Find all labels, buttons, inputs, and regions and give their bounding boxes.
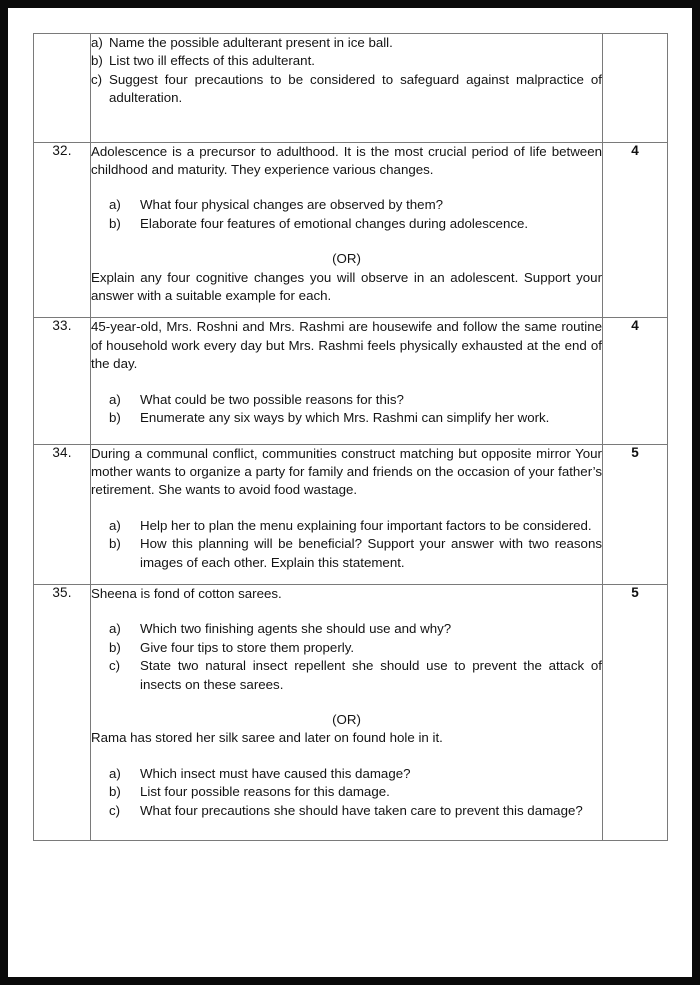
question-table	[33, 33, 668, 841]
list-marker: b)	[91, 53, 103, 69]
spacer	[91, 694, 602, 711]
question-number-cell: 34.	[34, 444, 91, 584]
list-text: Which insect must have caused this damage?	[140, 765, 411, 781]
table-row	[34, 444, 668, 584]
list-marker: a)	[109, 517, 121, 533]
list-marker: c)	[91, 71, 103, 87]
question-paragraph: Sheena is fond of cotton sarees.	[91, 585, 282, 601]
list-text: Help her to plan the menu explaining four important factors to be considered.	[140, 517, 592, 533]
or-separator: (OR)	[332, 251, 361, 267]
list-item	[91, 52, 602, 70]
list-text: Which two finishing agents she should use and why?	[140, 621, 452, 637]
list-marker: a)	[109, 621, 121, 637]
or-separator: (OR)	[332, 711, 361, 727]
list-marker: a)	[91, 35, 103, 50]
list-text: State two natural insect repellent she should use to prevent the attack of insects on these sarees.	[140, 658, 602, 692]
sub-question-list	[91, 34, 602, 108]
spacer	[91, 748, 602, 765]
list-text: Elaborate four features of emotional changes during adolescence.	[140, 215, 529, 231]
list-item	[109, 391, 602, 409]
question-paragraph-alternate: Rama has stored her silk saree and later on found hole in it.	[91, 730, 443, 746]
question-number-cell: 35.	[34, 584, 91, 840]
list-marker: a)	[109, 391, 121, 407]
table-row	[34, 318, 668, 444]
question-body-cell	[91, 142, 603, 318]
question-number-cell: 33.	[34, 318, 91, 444]
list-text: List two ill effects of this adulterant.	[109, 53, 315, 69]
list-marker: a)	[109, 765, 121, 781]
question-paragraph: Adolescence is a precursor to adulthood. It is the most crucial period of life between childhood and maturity. They experience various changes.	[91, 143, 602, 178]
list-item	[109, 765, 602, 783]
marks-cell: 5	[603, 584, 668, 840]
list-text: Give four tips to store them properly.	[140, 639, 355, 655]
sub-question-list-alternate	[91, 765, 602, 820]
question-body-cell	[91, 584, 603, 840]
list-marker: a)	[109, 197, 121, 213]
list-text: What could be two possible reasons for this?	[140, 391, 404, 407]
spacer	[91, 603, 602, 620]
list-item	[109, 409, 602, 427]
marks-cell: 4	[603, 142, 668, 318]
spacer	[91, 179, 602, 196]
sub-question-list	[91, 196, 602, 233]
sub-question-list	[91, 620, 602, 694]
list-marker: c)	[109, 658, 121, 674]
list-marker: b)	[109, 536, 121, 552]
list-item	[109, 620, 602, 638]
spacer	[91, 233, 602, 250]
page-sheet	[8, 8, 692, 977]
list-item	[109, 196, 602, 214]
list-text: How this planning will be beneficial? Support your answer with two reasons images of each other. Explain this statement.	[140, 536, 602, 570]
marks-cell	[603, 34, 668, 143]
sub-question-list	[91, 391, 602, 428]
list-marker: b)	[109, 784, 121, 800]
list-text: What four precautions she should have taken care to prevent this damage?	[140, 802, 583, 818]
list-item	[109, 215, 602, 233]
list-item	[109, 639, 602, 657]
table-row	[34, 142, 668, 318]
list-text: List four possible reasons for this damage.	[140, 784, 390, 800]
question-paragraph: 45-year-old, Mrs. Roshni and Mrs. Rashmi are housewife and follow the same routine of household work every day but Mrs. Rashmi feels physically exhausted at the end of the day.	[91, 319, 602, 372]
list-text: Enumerate any six ways by which Mrs. Rashmi can simplify her work.	[140, 410, 550, 426]
question-body-cell	[91, 444, 603, 584]
list-item	[109, 802, 602, 820]
question-number-cell: 32.	[34, 142, 91, 318]
list-item	[91, 71, 602, 108]
list-text: What four physical changes are observed by them?	[140, 197, 444, 213]
spacer	[91, 374, 602, 391]
question-paragraph-alternate: Explain any four cognitive changes you will observe in an adolescent. Support your answer with a suitable example for each.	[91, 269, 602, 304]
question-number-cell	[34, 34, 91, 143]
question-body-cell	[91, 34, 603, 143]
table-row	[34, 34, 668, 143]
table-row	[34, 584, 668, 840]
sub-question-list	[91, 517, 602, 572]
question-table-body	[34, 34, 668, 841]
list-marker: b)	[109, 639, 121, 655]
list-item	[109, 535, 602, 572]
list-item	[109, 657, 602, 694]
list-marker: b)	[109, 215, 121, 231]
list-text: Suggest four precautions to be considered to safeguard against malpractice of adulteration.	[109, 71, 602, 106]
marks-cell: 5	[603, 444, 668, 584]
question-paragraph: During a communal conflict, communities construct matching but opposite mirror Your mother wants to organize a party for family and friends on the occasion of your father’s retirement. She wants to avoid food wastage.	[91, 445, 602, 498]
marks-cell: 4	[603, 318, 668, 444]
question-body-cell	[91, 318, 603, 444]
list-item	[109, 783, 602, 801]
spacer	[91, 500, 602, 517]
list-marker: c)	[109, 802, 121, 818]
list-marker: b)	[109, 410, 121, 426]
list-item	[109, 517, 602, 535]
list-item	[91, 34, 602, 52]
list-text: Name the possible adulterant present in ice ball.	[109, 35, 393, 50]
